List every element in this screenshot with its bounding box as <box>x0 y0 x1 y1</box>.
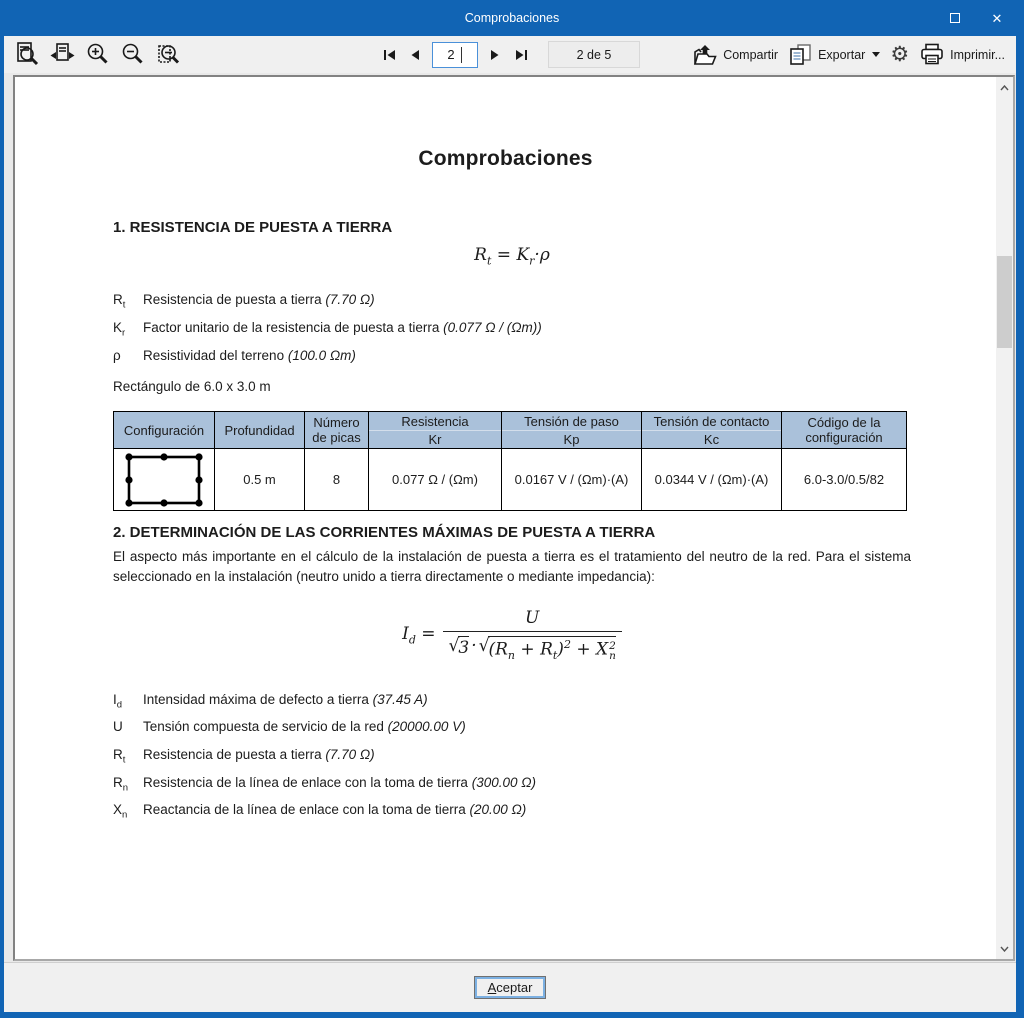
scroll-up-button[interactable] <box>996 79 1013 96</box>
close-icon: ✕ <box>991 10 1003 26</box>
definitions-list-1 <box>113 289 911 372</box>
configuration-diagram-cell <box>114 449 215 511</box>
def-row: $X_n$ Reactancia de la línea de enlace con la toma de tierra (20.00 Ω) <box>113 802 527 821</box>
document-viewport <box>13 75 1015 961</box>
page-status: 2 de 5 <box>548 41 640 68</box>
footer-bar <box>4 962 1016 1012</box>
formula-id: $I_d$ = U √ 3 · √ $(R_n + R_t)^2 + X$ 2 n <box>113 608 911 662</box>
page-magnifier-icon <box>14 41 41 68</box>
close-button[interactable] <box>976 0 1018 36</box>
col-header-profundidad: Profundidad <box>215 412 305 449</box>
col-header-codigo: Código de la configuración <box>782 412 907 449</box>
vertical-scrollbar[interactable] <box>996 77 1013 959</box>
zoom-region-icon <box>154 41 181 68</box>
print-button[interactable] <box>916 41 1008 68</box>
nav-last-button[interactable] <box>512 45 530 65</box>
kp-cell: 0.0167 V / (Ωm)·(A) <box>502 449 642 511</box>
nav-first-button[interactable] <box>380 45 398 65</box>
toolbar <box>4 36 1016 73</box>
col-header-tension-paso: Tensión de paso Kp <box>502 412 642 449</box>
zoom-in-icon <box>84 41 111 68</box>
table-row <box>114 449 907 511</box>
print-label: Imprimir... <box>950 47 1005 62</box>
def-row: $R_n$ Resistencia de la línea de enlace con la toma de tierra (300.00 Ω) <box>113 774 537 794</box>
col-header-picas: Número de picas <box>305 412 369 449</box>
zoom-out-icon <box>119 41 146 68</box>
def-row: $I_d$ Intensidad máxima de defecto a tierra (37.45 A) <box>113 691 428 711</box>
definitions-list-2 <box>113 689 911 827</box>
scroll-up-icon <box>1000 85 1009 91</box>
col-header-tension-contacto: Tensión de contacto Kc <box>642 412 782 449</box>
doc-title: Comprobaciones <box>418 147 593 170</box>
nav-prev-button[interactable] <box>406 45 424 65</box>
window-titlebar <box>0 0 1024 36</box>
fit-width-button[interactable] <box>47 40 77 70</box>
col-header-configuracion: Configuración <box>114 412 215 449</box>
zoom-in-button[interactable] <box>82 40 112 70</box>
def-row: $R_t$ Resistencia de puesta a tierra (7.70 Ω) <box>113 746 375 766</box>
previous-page-icon <box>410 49 420 61</box>
accept-button[interactable]: Aceptar <box>474 976 547 999</box>
preview-frame <box>4 73 1016 962</box>
settings-button[interactable] <box>887 42 912 67</box>
printer-icon <box>919 43 945 66</box>
first-page-icon <box>383 49 396 61</box>
share-icon <box>692 43 718 67</box>
section-2-heading: 2. DETERMINACIÓN DE LAS CORRIENTES MÁXIMAS DE PUESTA A TIERRA <box>113 524 656 542</box>
window-title: Comprobaciones <box>464 11 560 25</box>
table-subtitle: Rectángulo de 6.0 x 3.0 m <box>113 379 271 395</box>
export-icon <box>788 43 813 66</box>
kc-cell: 0.0344 V / (Ωm)·(A) <box>642 449 782 511</box>
zoom-page-button[interactable] <box>12 40 42 70</box>
def-row: $K_r$ Factor unitario de la resistencia de puesta a tierra (0.077 Ω / (Ωm)) <box>113 320 542 339</box>
picas-cell: 8 <box>305 449 369 511</box>
formula-rt: $R_t = K_r\cdot\rho$ <box>474 245 550 268</box>
def-row: ρ Resistividad del terreno (100.0 Ωm) <box>113 347 356 363</box>
scroll-down-button[interactable] <box>996 940 1013 957</box>
zoom-region-button[interactable] <box>152 40 182 70</box>
results-table <box>113 411 907 511</box>
scroll-thumb[interactable] <box>997 256 1012 348</box>
def-row: U Tensión compuesta de servicio de la red (20000.00 V) <box>113 719 466 735</box>
export-button[interactable] <box>785 41 883 68</box>
codigo-cell: 6.0-3.0/0.5/82 <box>782 449 907 511</box>
kr-cell: 0.077 Ω / (Ωm) <box>369 449 502 511</box>
zoom-out-button[interactable] <box>117 40 147 70</box>
gear-icon: ⚙ <box>890 43 910 66</box>
share-label: Compartir <box>723 47 779 62</box>
section-2-paragraph: El aspecto más importante en el cálculo de la instalación de puesta a tierra es el tratamiento del neutro de la red. Para el sistema seleccionado en la instalación (neutro unido a tierra directamente o mediante impedancia): <box>113 549 911 584</box>
maximize-button[interactable] <box>934 0 976 36</box>
scroll-down-icon <box>1000 946 1009 952</box>
section-1-heading: 1. RESISTENCIA DE PUESTA A TIERRA <box>113 219 393 236</box>
text-caret <box>461 47 462 63</box>
nav-next-button[interactable] <box>486 45 504 65</box>
document-page <box>15 77 996 959</box>
col-header-resistencia: Resistencia Kr <box>369 412 502 449</box>
maximize-icon <box>950 13 960 23</box>
def-row: $R_t$ Resistencia de puesta a tierra (7.70 Ω) <box>113 292 375 312</box>
share-button[interactable] <box>689 41 781 69</box>
fit-width-icon <box>49 41 76 68</box>
depth-cell: 0.5 m <box>215 449 305 511</box>
rectangle-config-icon <box>124 452 204 508</box>
chevron-down-icon <box>872 52 880 57</box>
page-number-input[interactable] <box>432 42 478 68</box>
export-label: Exportar <box>818 47 866 62</box>
next-page-icon <box>490 49 500 61</box>
last-page-icon <box>515 49 528 61</box>
